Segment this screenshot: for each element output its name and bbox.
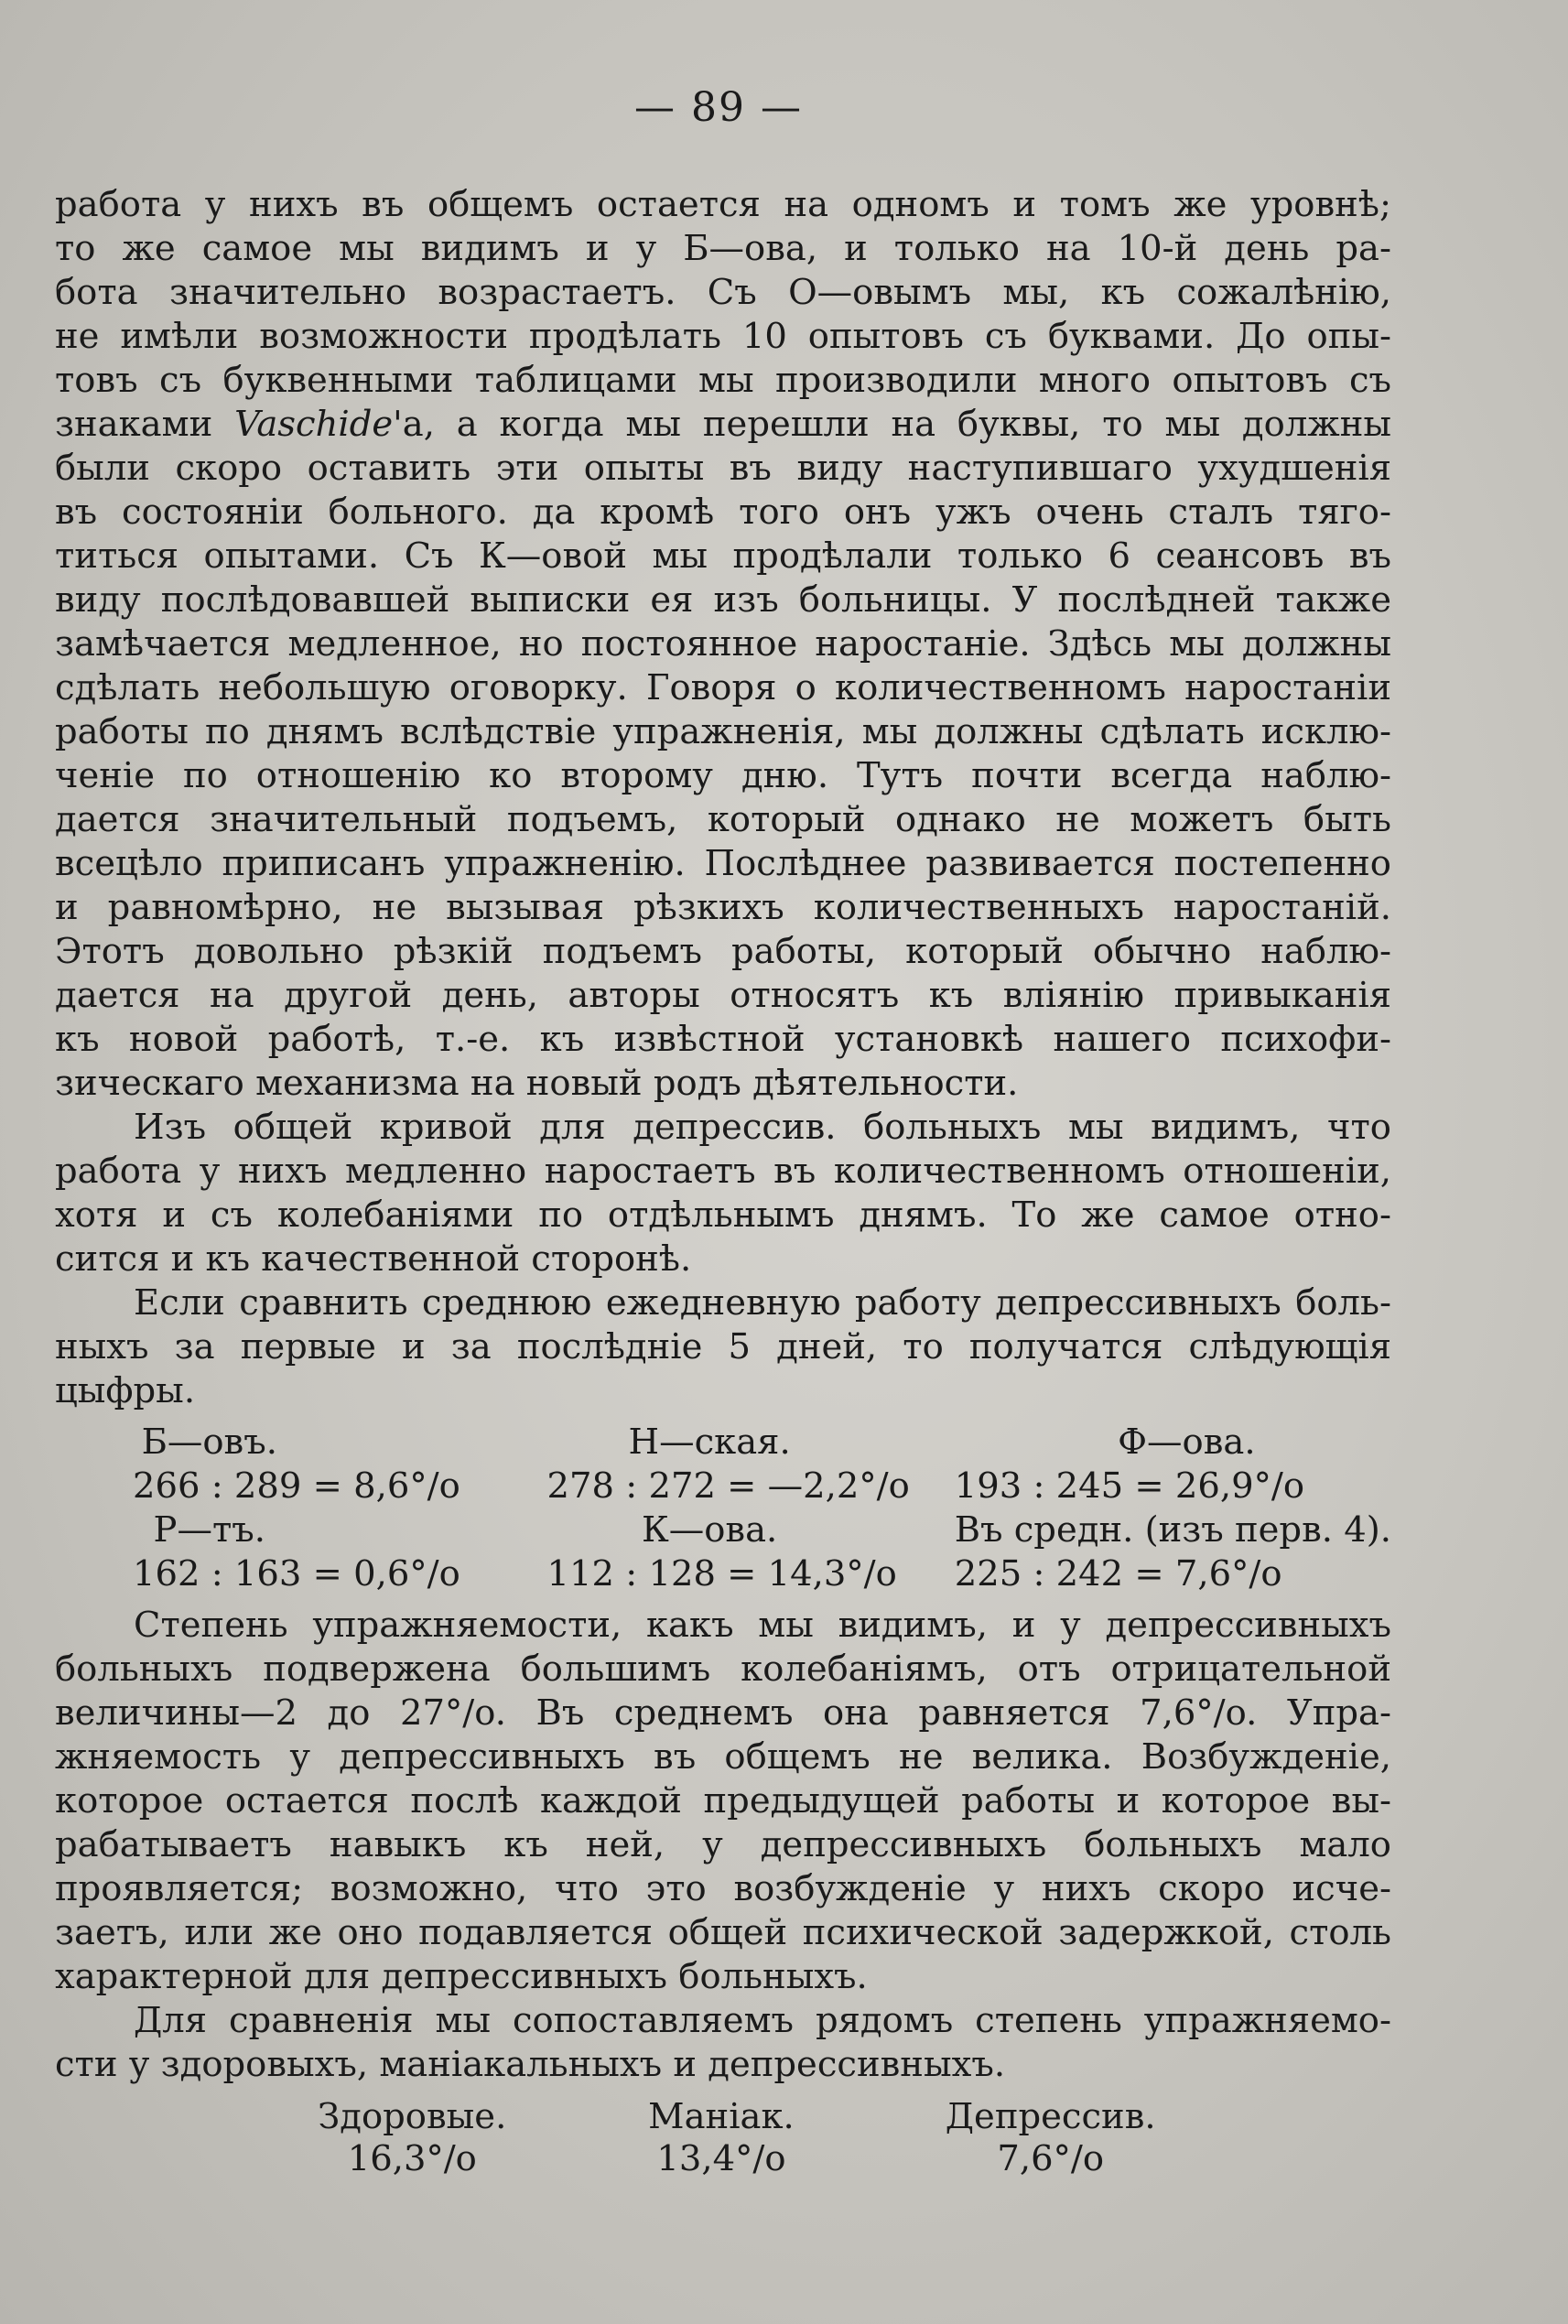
ratio-name: Б—овъ. [141, 1421, 277, 1463]
text-line: товъ съ буквенными таблицами мы производили много опытовъ съ [55, 360, 1391, 401]
text-line: работы по днямъ вслѣдствіе упражненія, мы должны сдѣлать исклю- [55, 711, 1391, 752]
paragraph-1 [55, 183, 1391, 1106]
summary-header: Депрессив. [945, 2096, 1156, 2137]
ratio-value: 266 : 289 = 8,6°/o [133, 1465, 460, 1507]
text-line: въ состояніи больного. да кромѣ того онъ ужъ очень сталъ тяго- [55, 492, 1391, 533]
text-line: замѣчается медленное, но постоянное наростаніе. Здѣсь мы должны [55, 623, 1391, 665]
ratio-value-row [55, 1552, 1391, 1596]
page-number: — 89 — [634, 84, 803, 131]
text-line: сдѣлать небольшую оговорку. Говоря о количественномъ наростаніи [55, 667, 1391, 708]
paragraph-3 [55, 1281, 1391, 1413]
summary-table [238, 2096, 1245, 2180]
text-line: Изъ общей кривой для депрессив. больныхъ мы видимъ, что [134, 1107, 1391, 1148]
text-line: то же самое мы видимъ и у Б—ова, и только на 10-й день ра- [55, 228, 1391, 269]
summary-header: Маніак. [648, 2096, 795, 2137]
ratio-name-row [55, 1508, 1391, 1552]
text-line: рабатываетъ навыкъ къ ней, у депрессивныхъ больныхъ мало [55, 1824, 1391, 1865]
text-line: всецѣло приписанъ упражненію. Послѣднее развивается постепенно [55, 843, 1391, 884]
text-line: Для сравненія мы сопоставляемъ рядомъ степень упражняемо- [134, 2000, 1391, 2041]
ratio-name: Н—ская. [628, 1421, 791, 1463]
text-line: дается значительный подъемъ, который однако не можетъ быть [55, 799, 1391, 840]
text-line: цыфры. [55, 1370, 196, 1411]
text-line: больныхъ подвержена большимъ колебаніямъ, отъ отрицательной [55, 1648, 1391, 1690]
ratio-value: 112 : 128 = 14,3°/o [546, 1553, 897, 1594]
text-line: виду послѣдовавшей выписки ея изъ больницы. У послѣдней также [55, 579, 1391, 621]
summary-value: 16,3°/o [347, 2138, 477, 2179]
ratio-name: Р—тъ. [153, 1509, 265, 1551]
ratio-name: Въ средн. (изъ перв. 4). [954, 1509, 1391, 1551]
ratio-value: 278 : 272 = —2,2°/o [546, 1465, 910, 1507]
text-line: ченіе по отношенію ко второму дню. Тутъ почти всегда наблю- [55, 755, 1391, 796]
ratio-value: 225 : 242 = 7,6°/o [954, 1553, 1282, 1594]
paragraph-2 [55, 1106, 1391, 1281]
text-line: характерной для депрессивныхъ больныхъ. [55, 1956, 868, 1997]
ratio-name: К—ова. [641, 1509, 778, 1551]
ratio-name: Ф—ова. [1118, 1421, 1256, 1463]
text-line: бота значительно возрастаетъ. Съ О—овымъ мы, къ сожалѣнію, [55, 272, 1391, 313]
ratio-value-row [55, 1465, 1391, 1508]
paragraph-5 [55, 1999, 1391, 2087]
text-line: Степень упражняемости, какъ мы видимъ, и у депрессивныхъ [134, 1605, 1391, 1646]
summary-header-row [238, 2096, 1245, 2138]
body-text [55, 183, 1391, 2180]
ratio-table [55, 1421, 1391, 1596]
summary-value: 13,4°/o [656, 2138, 786, 2179]
summary-header: Здоровые. [318, 2096, 507, 2137]
text-line: къ новой работѣ, т.-е. къ извѣстной установкѣ нашего психофи- [55, 1019, 1391, 1060]
summary-value-row [238, 2138, 1245, 2180]
text-line: Этотъ довольно рѣзкій подъемъ работы, который обычно наблю- [55, 931, 1391, 972]
text-line: сится и къ качественной сторонѣ. [55, 1238, 692, 1280]
text-line: которое остается послѣ каждой предыдущей работы и которое вы- [55, 1780, 1391, 1821]
ratio-value: 193 : 245 = 26,9°/o [954, 1465, 1304, 1507]
text-line: Если сравнить среднюю ежедневную работу депрессивныхъ боль- [134, 1282, 1391, 1324]
text-line: проявляется; возможно, что это возбужденіе у нихъ скоро исче- [55, 1868, 1391, 1909]
summary-value: 7,6°/o [997, 2138, 1105, 2179]
italic-name: Vaschide [234, 404, 394, 445]
text-line: зическаго механизма на новый родъ дѣятельности. [55, 1063, 1019, 1104]
text-line: работа у нихъ медленно наростаетъ въ количественномъ отношеніи, [55, 1151, 1391, 1192]
text-line: заетъ, или же оно подавляется общей психической задержкой, столь [55, 1912, 1391, 1953]
text-line-with-italic: знаками Vaschide'а, а когда мы перешли на буквы, то мы должны [55, 404, 1391, 445]
text-line: ныхъ за первые и за послѣдніе 5 дней, то получатся слѣдующія [55, 1326, 1391, 1367]
text-line: и равномѣрно, не вызывая рѣзкихъ количественныхъ наростаній. [55, 887, 1391, 928]
text-line: титься опытами. Съ К—овой мы продѣлали только 6 сеансовъ въ [55, 535, 1391, 577]
ratio-value: 162 : 163 = 0,6°/o [133, 1553, 460, 1594]
text-line: были скоро оставить эти опыты въ виду наступившаго ухудшенія [55, 448, 1391, 489]
ratio-name-row [55, 1421, 1391, 1465]
text-line: дается на другой день, авторы относятъ къ вліянію привыканія [55, 975, 1391, 1016]
text-line: сти у здоровыхъ, маніакальныхъ и депрессивныхъ. [55, 2044, 1006, 2085]
text-line: работа у нихъ въ общемъ остается на одномъ и томъ же уровнѣ; [55, 184, 1391, 225]
text-line: хотя и съ колебаніями по отдѣльнымъ днямъ. То же самое отно- [55, 1194, 1391, 1236]
text-line: жняемость у депрессивныхъ въ общемъ не велика. Возбужденіе, [55, 1736, 1391, 1778]
paragraph-4 [55, 1604, 1391, 1999]
text-line: не имѣли возможности продѣлать 10 опытовъ съ буквами. До опы- [55, 316, 1391, 357]
text-line: величины—2 до 27°/o. Въ среднемъ она равняется 7,6°/o. Упра- [55, 1692, 1391, 1734]
